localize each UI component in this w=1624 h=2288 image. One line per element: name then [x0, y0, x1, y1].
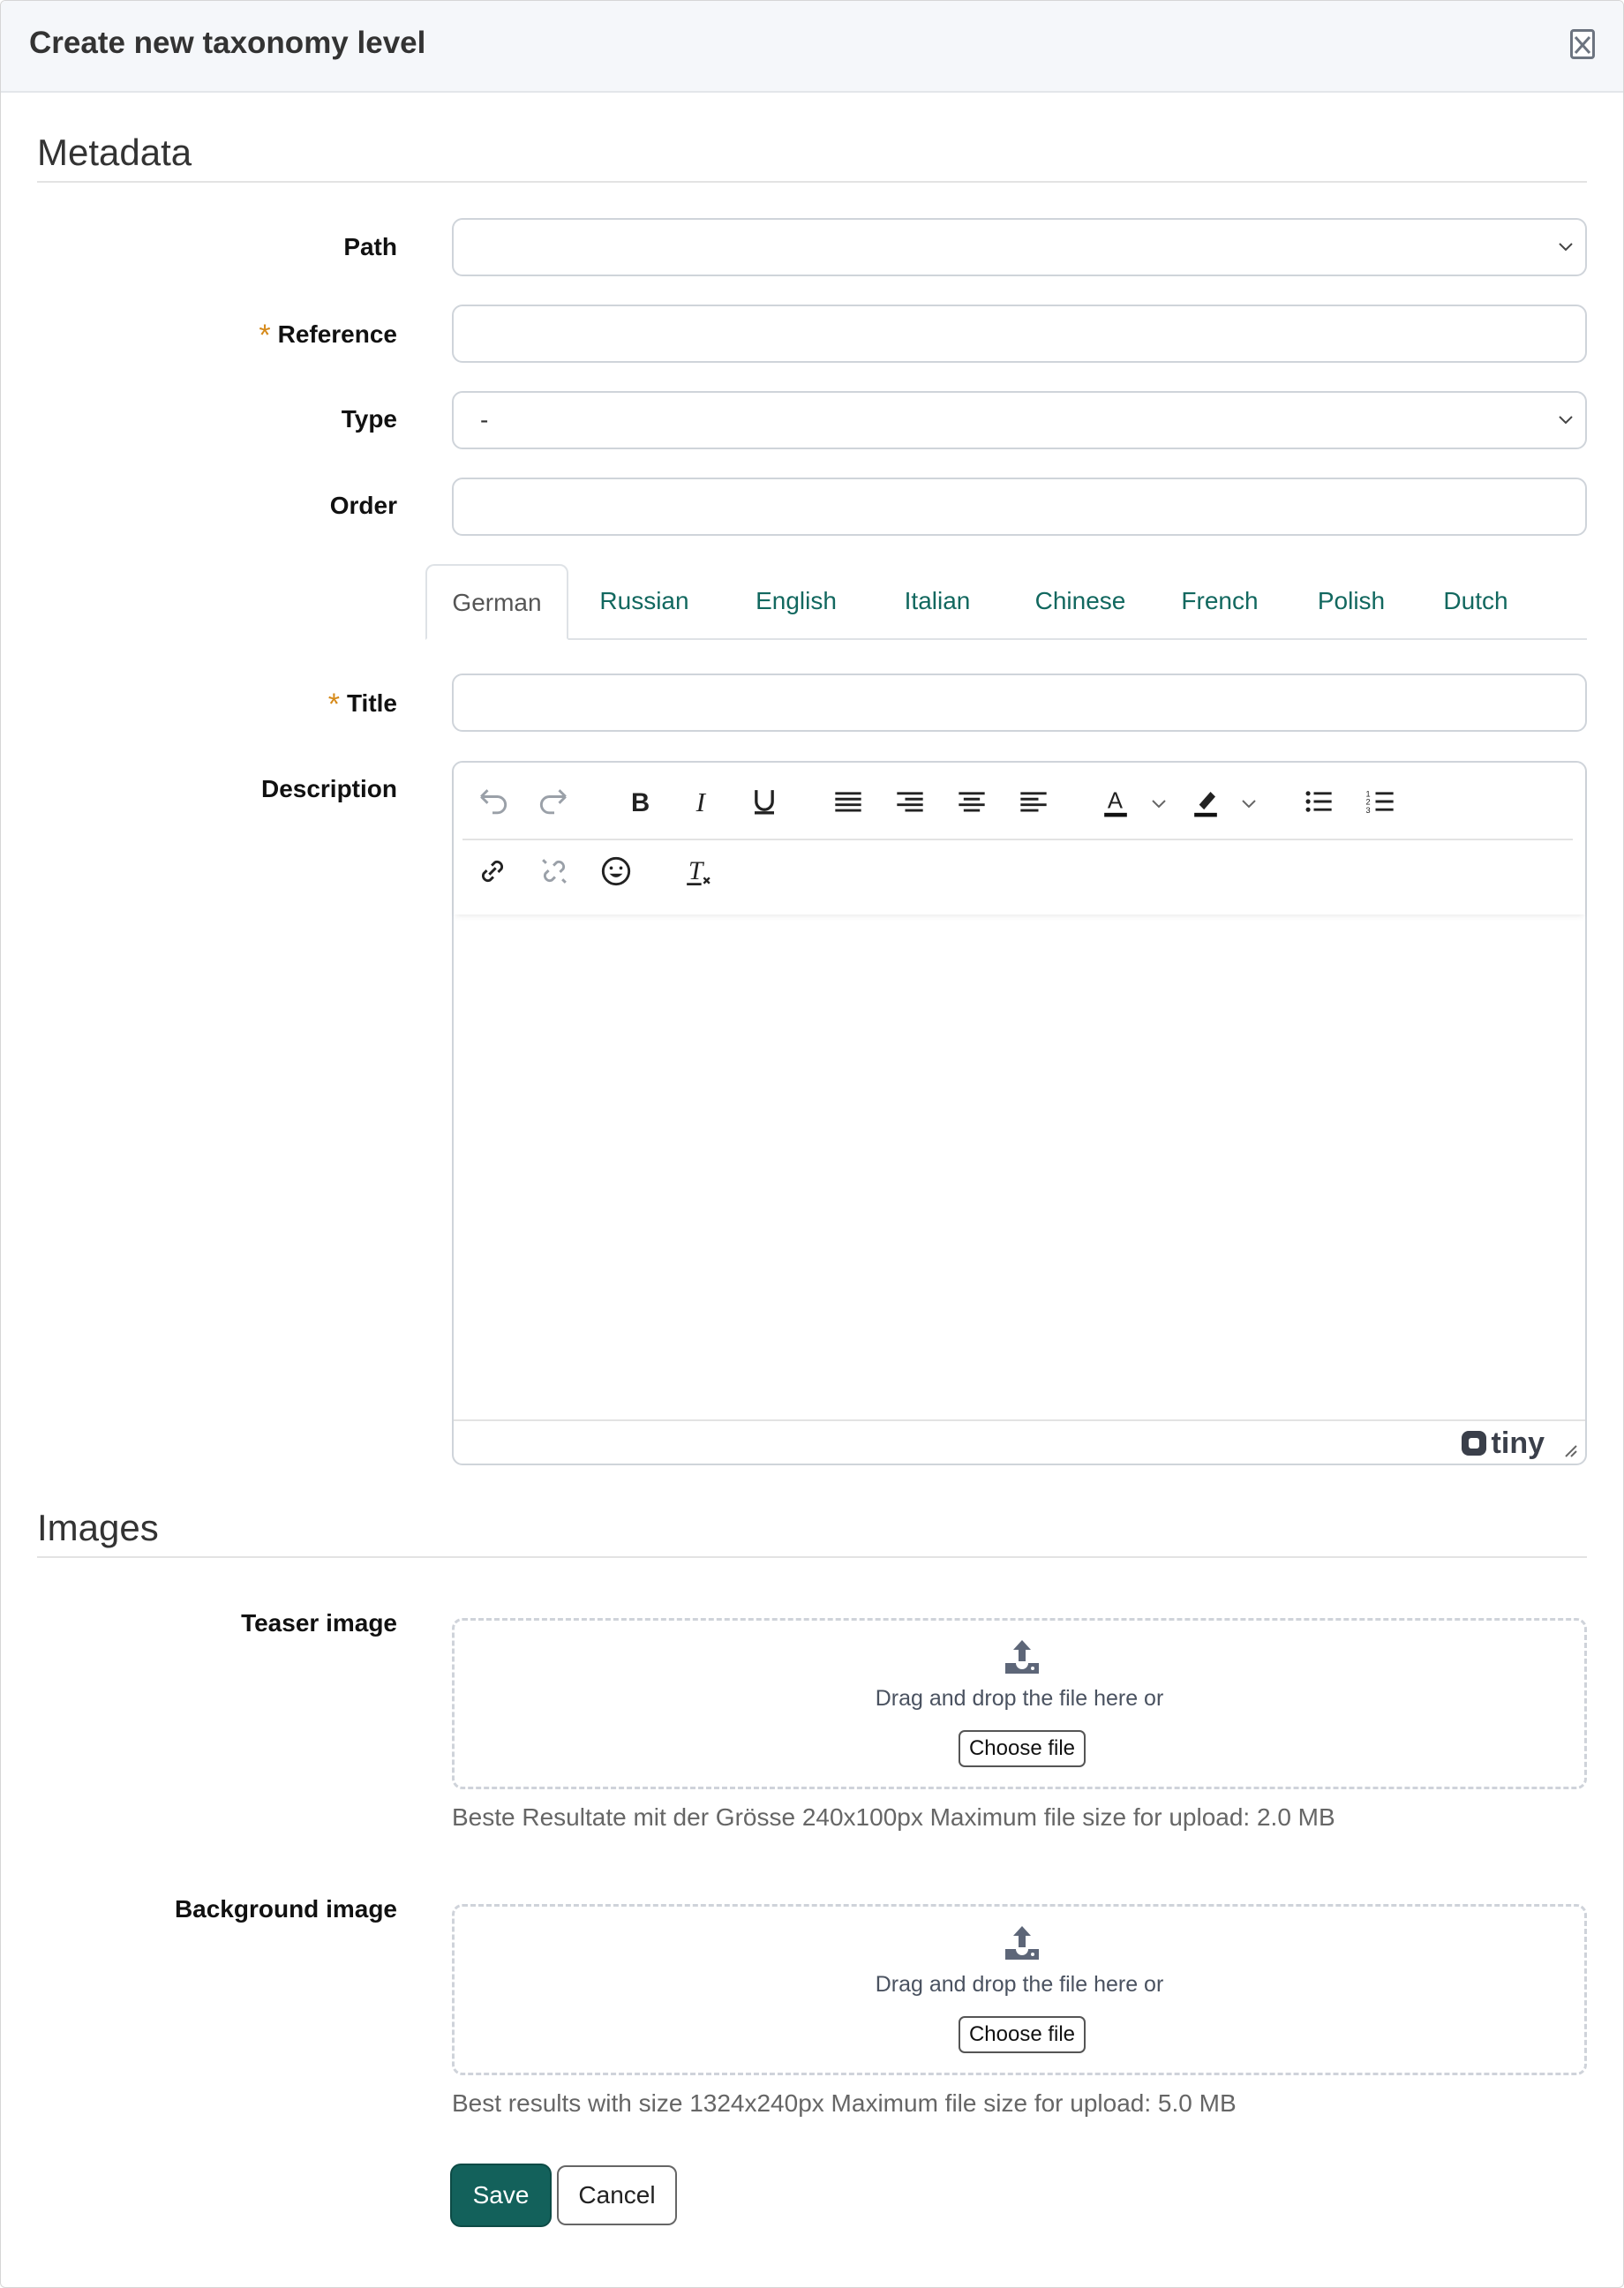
dialog-header	[1, 1, 1623, 93]
text-color-icon[interactable]	[1096, 782, 1135, 821]
section-divider	[37, 181, 1587, 183]
title-label	[328, 688, 397, 722]
clear-format-icon[interactable]	[679, 852, 718, 891]
close-button[interactable]	[1570, 29, 1595, 59]
svg-text:1: 1	[1365, 789, 1371, 799]
unlink-icon[interactable]	[535, 852, 574, 891]
background-image-help: Best results with size 1324x240px Maximum file size for upload: 5.0 MB	[452, 2089, 1237, 2117]
save-button[interactable]: Save	[452, 2165, 550, 2225]
cancel-button[interactable]: Cancel	[557, 2165, 677, 2225]
upload-icon	[1002, 1923, 1042, 1963]
redo-icon[interactable]	[535, 782, 574, 821]
underline-icon[interactable]	[745, 782, 784, 821]
type-select-value: -	[480, 406, 489, 433]
path-select[interactable]	[452, 218, 1587, 276]
background-image-dropzone[interactable]	[452, 1904, 1587, 2075]
tab-german[interactable]: German	[425, 564, 568, 640]
editor-statusbar	[454, 1419, 1585, 1464]
title-label-text: Title	[346, 689, 397, 717]
chevron-down-icon[interactable]	[1149, 794, 1169, 814]
teaser-image-label: Teaser image	[241, 1609, 397, 1637]
tiny-logo-icon	[1462, 1431, 1486, 1456]
tab-polish[interactable]: Polish	[1317, 587, 1386, 614]
title-input[interactable]	[452, 674, 1587, 732]
order-input[interactable]	[452, 478, 1587, 536]
path-label: Path	[343, 233, 397, 260]
resize-handle-icon[interactable]	[1560, 1441, 1578, 1458]
type-label: Type	[341, 405, 397, 433]
numbered-list-icon[interactable]	[1361, 782, 1400, 821]
align-justify-icon[interactable]	[829, 782, 868, 821]
svg-text:2: 2	[1365, 797, 1371, 807]
toolbar-divider	[462, 839, 1573, 840]
metadata-section-title: Metadata	[37, 132, 192, 173]
italic-icon[interactable]	[683, 782, 722, 821]
order-label: Order	[329, 492, 397, 519]
undo-icon[interactable]	[473, 782, 512, 821]
teaser-image-dropzone[interactable]	[452, 1618, 1587, 1789]
teaser-image-help: Beste Resultate mit der Grösse 240x100px Maximum file size for upload: 2.0 MB	[452, 1803, 1335, 1831]
emoji-icon[interactable]	[597, 852, 635, 891]
type-select[interactable]	[452, 391, 1587, 449]
chevron-down-icon	[1557, 414, 1575, 426]
required-asterisk-icon: *	[327, 688, 340, 721]
images-section-title: Images	[37, 1507, 159, 1548]
reference-label	[259, 319, 397, 353]
reference-input[interactable]	[452, 305, 1587, 363]
choose-file-button[interactable]: Choose file	[959, 1730, 1086, 1767]
tab-chinese[interactable]: Chinese	[1034, 587, 1126, 614]
tiny-logo-text: tiny	[1491, 1426, 1545, 1460]
description-label: Description	[260, 775, 397, 802]
svg-text:B: B	[631, 788, 650, 817]
upload-icon	[1002, 1637, 1042, 1677]
chevron-down-icon[interactable]	[1239, 794, 1259, 814]
tab-russian[interactable]: Russian	[599, 587, 689, 614]
highlight-color-icon[interactable]	[1186, 782, 1225, 821]
link-icon[interactable]	[473, 852, 512, 891]
bold-icon[interactable]	[621, 782, 660, 821]
dropzone-text: Drag and drop the file here or	[875, 1972, 1164, 1997]
reference-label-text: Reference	[277, 320, 397, 348]
tiny-logo	[1462, 1426, 1545, 1461]
align-right-icon[interactable]	[891, 782, 929, 821]
tab-english[interactable]: English	[756, 587, 837, 614]
tab-dutch[interactable]: Dutch	[1443, 587, 1508, 614]
required-asterisk-icon: *	[259, 319, 271, 352]
background-image-label: Background image	[174, 1895, 397, 1923]
section-divider	[37, 1556, 1587, 1558]
svg-text:A: A	[1107, 788, 1123, 814]
bullet-list-icon[interactable]	[1299, 782, 1338, 821]
close-icon	[1574, 35, 1591, 55]
dropzone-text: Drag and drop the file here or	[875, 1686, 1164, 1711]
rich-text-editor	[452, 761, 1587, 1465]
svg-text:3: 3	[1365, 805, 1371, 815]
editor-toolbar	[454, 763, 1585, 914]
language-tabs	[425, 564, 1587, 640]
align-center-icon[interactable]	[952, 782, 991, 821]
tab-french[interactable]: French	[1181, 587, 1259, 614]
align-left-icon[interactable]	[1014, 782, 1053, 821]
dialog-title: Create new taxonomy level	[29, 26, 426, 60]
tab-italian[interactable]: Italian	[904, 587, 971, 614]
svg-text:I: I	[695, 786, 706, 817]
svg-text:T: T	[688, 857, 703, 886]
choose-file-button[interactable]: Choose file	[959, 2016, 1086, 2053]
chevron-down-icon	[1557, 241, 1575, 253]
